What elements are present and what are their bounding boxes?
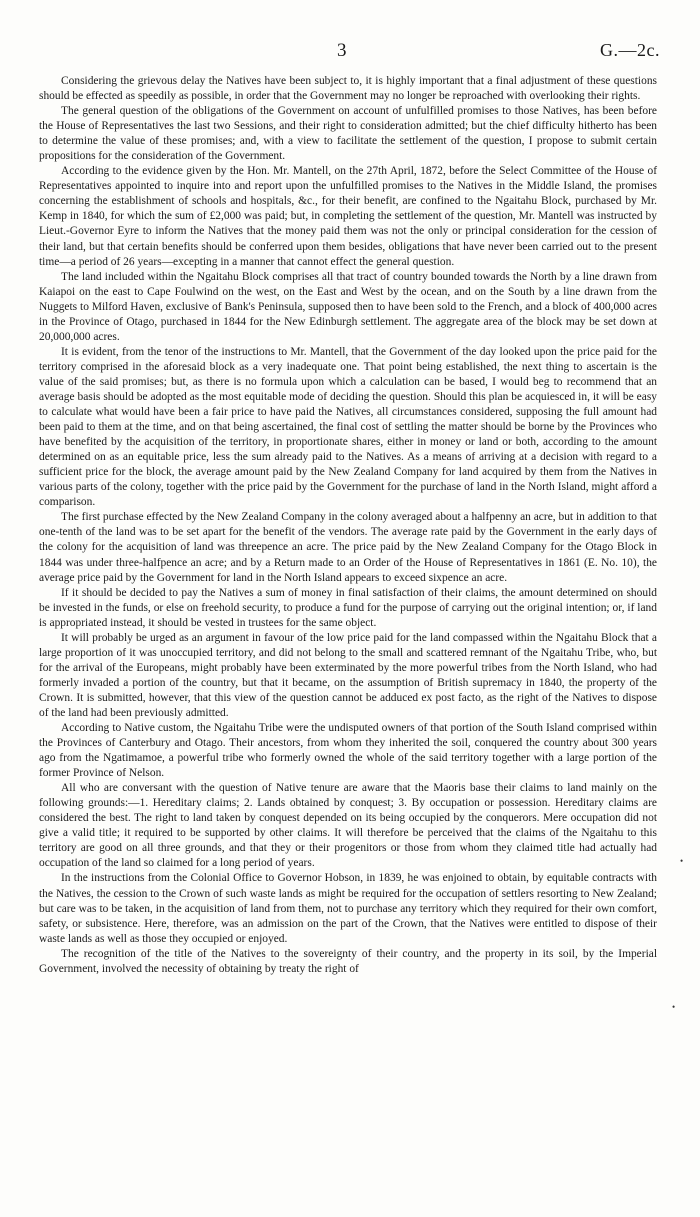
paragraph-7: If it should be decided to pay the Natives a sum of money in final satisfaction of their claims, the amount determined on should be invested in the funds, or else on freehold security, to produce a fund for the purpose of carrying out the original intention; or, if land is appropriated instead, it should be vested in trustees for the same object. [39, 586, 657, 629]
paragraph-6: The first purchase effected by the New Zealand Company in the colony averaged about a halfpenny an acre, but in addition to that one-tenth of the land was to be set apart for the benefit of the vendors. The average rate paid by the Government in the early days of the colony for the acquisition of land was threepence an acre. The price paid by the New Zealand Company for the Otago Block in 1844 was under three-halfpence an acre; and by a Return made to an Order of the House of Representatives in 1861 (E. No. 10), the average price paid by the Government for land in the North Island appears to exceed sixpence an acre. [39, 511, 657, 584]
paragraph-8: It will probably be urged as an argument in favour of the low price paid for the land compassed within the Ngaitahu Block that a large proportion of it was unoccupied territory, and did not belong to the small and scattered remnant of the Ngaitahu Tribe, who, but for the arrival of the Europeans, might probably have been exterminated by the more powerful tribes from the North Island, who had formerly invaded a portion of the country, but that it became, on the assumption of British supremacy in 1840, the property of the Crown. It is submitted, however, that this view of the question cannot be adduced ex post facto, as the right of the Natives to dispose of the land had been previously admitted. [39, 631, 657, 719]
margin-dot-mark: • [680, 856, 684, 866]
paragraph-10: All who are conversant with the question of Native tenure are aware that the Maoris base their claims to land mainly on the following grounds:—1. Hereditary claims; 2. Lands obtained by conquest; 3. By occupation or possession. Hereditary claims are considered the best. The right to land taken by conquest depended on its being occupied by the conquerors. Mere occupation did not give a valid title; it required to be supported by other claims. It will therefore be perceived that the claims of the Ngaitahu to this territory are good on all three grounds, and that they or their progenitors or those from whom they claimed title had actually had occupation of the land so claimed for a long period of years. [39, 782, 657, 870]
page-header [0, 40, 700, 64]
paragraph-4: The land included within the Ngaitahu Block comprises all that tract of country bounded towards the North by a line drawn from Kaiapoi on the east to Cape Foulwind on the west, on the East and West by the ocean, and on the South by a line drawn from the Nuggets to Milford Haven, exclusive of Bank's Peninsula, supposed then to have been sold to the French, and a block of 400,000 acres in the Province of Otago, purchased in 1844 for the New Edinburgh settlement. The aggregate area of the block may be set down at 20,000,000 acres. [39, 270, 657, 343]
document-body [39, 74, 657, 977]
paragraph-11: In the instructions from the Colonial Office to Governor Hobson, in 1839, he was enjoined to obtain, by equitable contracts with the Natives, the cession to the Crown of such waste lands as might be required for the occupation of settlers resorting to New Zealand; but care was to be taken, in the acquisition of land from them, not to purchase any territory which they required for their own comfort, safety, or subsistence. Here, therefore, was an admission on the part of the Crown, that the Natives were entitled to dispose of their waste lands as well as those they occupied or enjoyed. [39, 872, 657, 945]
paragraph-3: According to the evidence given by the Hon. Mr. Mantell, on the 27th April, 1872, before the Select Committee of the House of Representatives appointed to inquire into and report upon the unfulfilled promises to the Natives in the Middle Island, the promises concerning the establishment of schools and hospitals, &c., for their benefit, are confined to the Ngaitahu Block, purchased by Mr. Kemp in 1840, for which the sum of £2,000 was paid; but, in completing the settlement of the question, Mr. Mantell was instructed by Lieut.-Governor Eyre to inform the Natives that the money paid them was not the only or principal consideration for the cession of their land, but that certain benefits should be conferred upon them besides, obligations that have never been carried out to the present time—a period of 26 years—excepting in a manner that cannot effect the general question. [39, 165, 657, 268]
margin-dot-mark: • [672, 1002, 676, 1012]
page-number: 3 [337, 40, 347, 61]
paragraph-12: The recognition of the title of the Natives to the sovereignty of their country, and the property in its soil, by the Imperial Government, involved the necessity of obtaining by treaty the right of [39, 947, 657, 975]
document-reference: G.—2c. [600, 40, 660, 60]
paragraph-5: It is evident, from the tenor of the instructions to Mr. Mantell, that the Government of the day looked upon the price paid for the territory comprised in the aforesaid block as a very inadequate one. That point being established, the next thing to ascertain is the value of the said promises; but, as there is no formula upon which a calculation can be based, I would beg to recommend that an average basis should be adopted as the most equitable mode of deciding the question. Should this plan be acquiesced in, it will be easy to calculate what would have been a fair price to have paid the Natives, all circumstances considered, supposing the full amount had been paid to them at the time, and on that being ascertained, the final cost of settling the matter should be borne by the Provinces who have benefited by the acquisition of the territory, in proportionate shares, either in money or land or both, according to the amount determined on as an equitable price, less the sum already paid to the Natives. As a means of arriving at a decision with regard to a sufficient price for the block, the average amount paid by the New Zealand Company for land acquired by them from the Natives in various parts of the colony, together with the price paid by the Government for the purchase of land in the North Island, might afford a comparison. [39, 345, 657, 509]
paragraph-1: Considering the grievous delay the Natives have been subject to, it is highly important that a final adjustment of these questions should be effected as speedily as possible, in order that the Government may no longer be reproached with overlooking their rights. [39, 75, 657, 103]
paragraph-2: The general question of the obligations of the Government on account of unfulfilled promises to those Natives, has been before the House of Representatives the last two Sessions, and their right to consideration admitted; but the chief difficulty hitherto has been to determine the value of these promises; and, with a view to facilitate the settlement of the question, I propose to submit certain propositions for the consideration of the Government. [39, 105, 657, 163]
paragraph-9: According to Native custom, the Ngaitahu Tribe were the undisputed owners of that portion of the South Island comprised within the Provinces of Canterbury and Otago. Their ancestors, from whom they inherited the soil, conquered the country about 300 years ago from the Ngatimamoe, a powerful tribe who formerly owned the whole of the said territory together with a large portion of the former Province of Nelson. [39, 722, 657, 780]
